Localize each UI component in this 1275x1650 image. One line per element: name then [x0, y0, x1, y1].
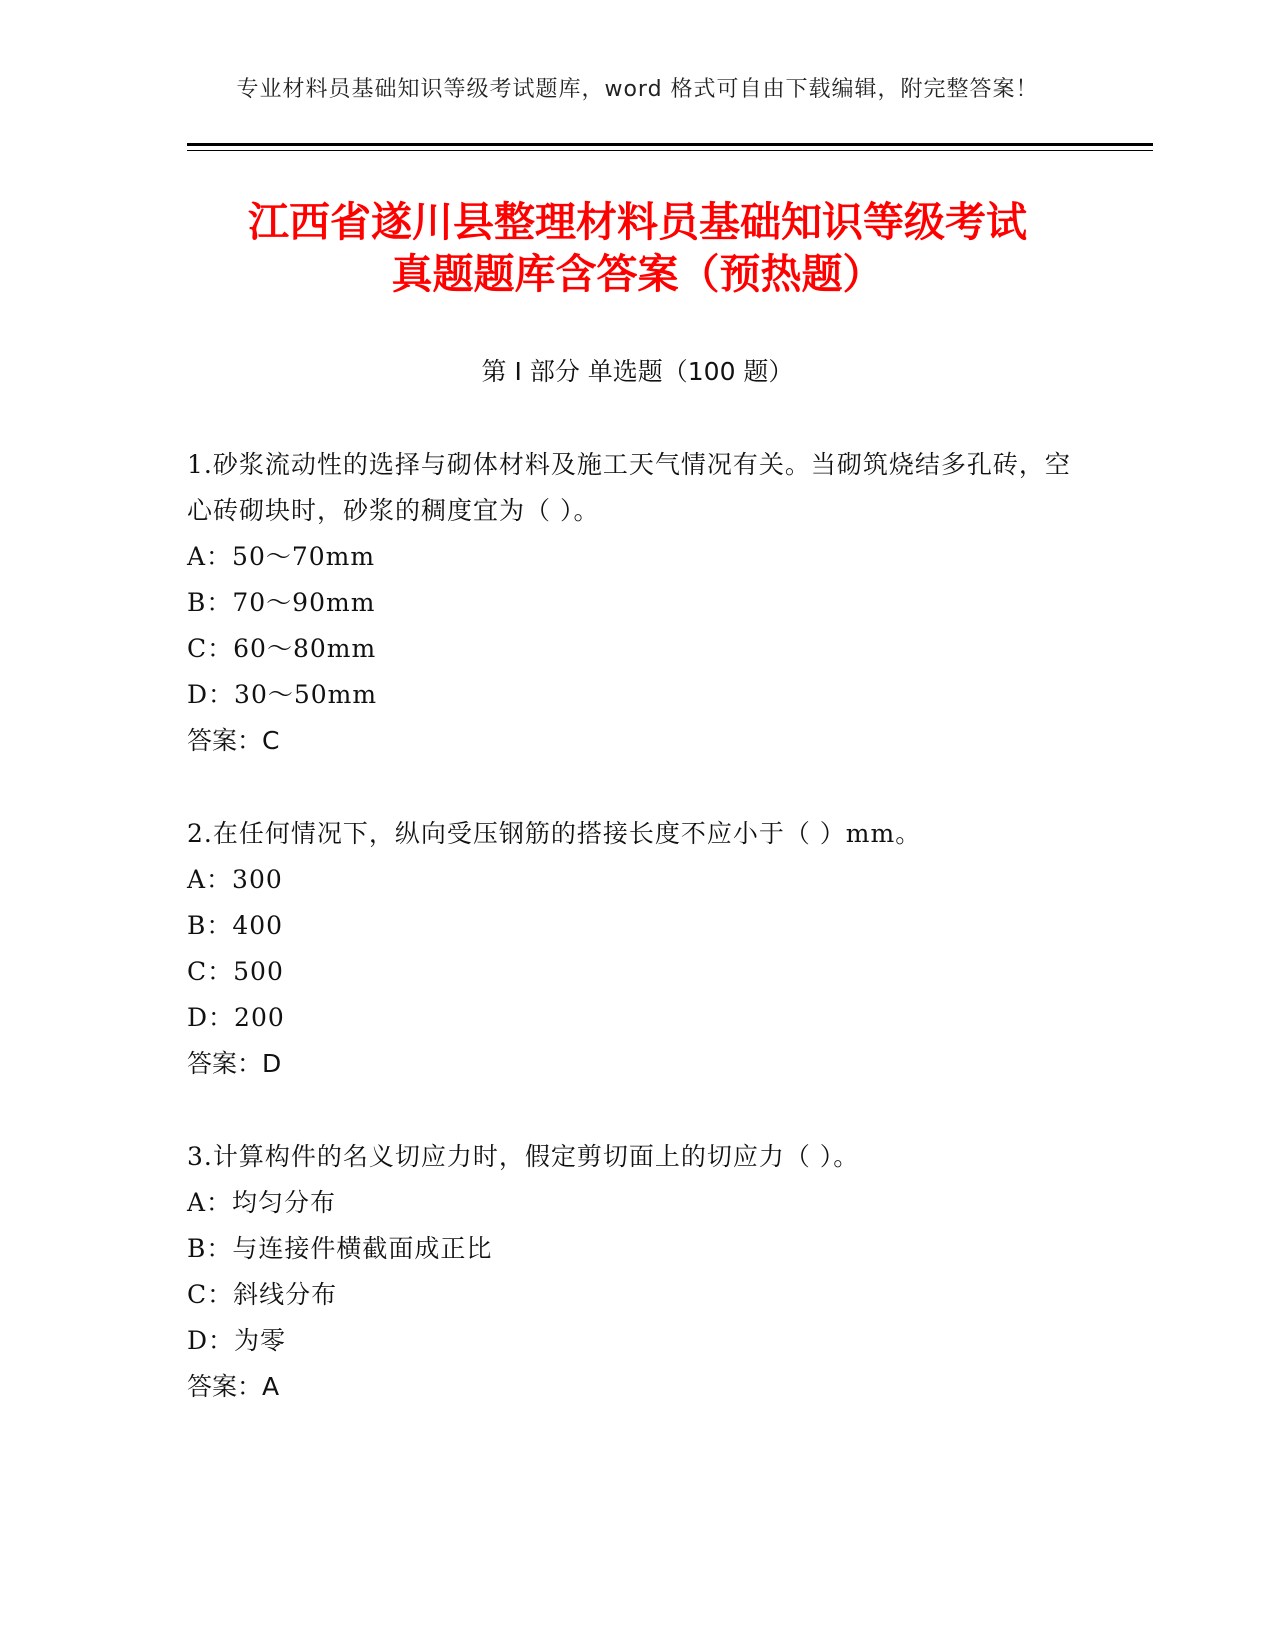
document-title-line-2: 真题题库含答案（预热题）	[391, 250, 884, 298]
question-3	[187, 1134, 1077, 1410]
option-d: D：200	[187, 1003, 285, 1032]
option-a: A：50～70mm	[187, 542, 376, 571]
option-c: C：500	[187, 957, 284, 986]
question-2	[187, 811, 1077, 1087]
question-list	[187, 442, 1077, 1457]
option-c: C：60～80mm	[187, 634, 377, 663]
option-d: D：为零	[187, 1326, 287, 1355]
header-rule-thin	[187, 150, 1153, 151]
question-1	[187, 442, 1077, 764]
question-text: 3.计算构件的名义切应力时，假定剪切面上的切应力（ ）。	[187, 1142, 860, 1171]
option-b: B：与连接件横截面成正比	[187, 1234, 493, 1263]
option-b: B：400	[187, 911, 284, 940]
document-title	[150, 196, 1125, 300]
document-title-line-1: 江西省遂川县整理材料员基础知识等级考试	[248, 198, 1027, 246]
option-c: C：斜线分布	[187, 1280, 338, 1309]
option-a: A：均匀分布	[187, 1188, 337, 1217]
option-a: A：300	[187, 865, 283, 894]
question-text: 1.砂浆流动性的选择与砌体材料及施工天气情况有关。当砌筑烧结多孔砖，空心砖砌块时，砂浆的稠度宜为（ ）。	[187, 450, 1071, 525]
answer: 答案：D	[187, 1049, 282, 1078]
option-d: D：30～50mm	[187, 680, 378, 709]
section-heading: 第 I 部分 单选题（100 题）	[481, 357, 794, 386]
option-b: B：70～90mm	[187, 588, 376, 617]
header-note: 专业材料员基础知识等级考试题库，word 格式可自由下载编辑，附完整答案！	[236, 77, 1039, 102]
question-text: 2.在任何情况下，纵向受压钢筋的搭接长度不应小于（ ）mm。	[187, 819, 922, 848]
answer: 答案：C	[187, 726, 280, 755]
answer: 答案：A	[187, 1372, 280, 1401]
header-rule-thick	[187, 143, 1153, 146]
